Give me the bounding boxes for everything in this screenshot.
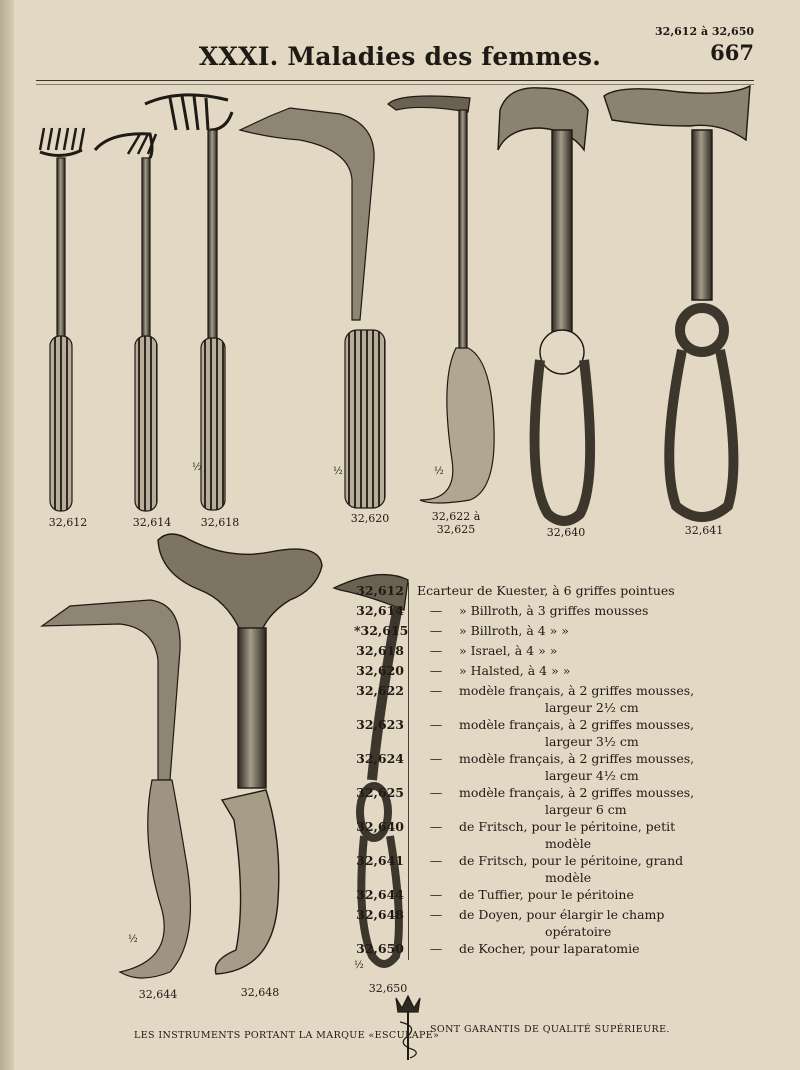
ditto-dash: — — [429, 907, 443, 922]
item-number: 32,620 — [356, 663, 404, 678]
scale-mark: ½ — [434, 466, 444, 477]
item-number: 32,612 — [356, 583, 404, 598]
item-number: 32,625 — [356, 785, 404, 800]
item-description: de Fritsch, pour le péritoine, petit — [459, 819, 676, 834]
item-description: modèle français, à 2 griffes mousses, — [459, 717, 695, 732]
retractor-32640 — [498, 88, 590, 521]
footer-right: SONT GARANTIS DE QUALITÉ SUPÉRIEURE. — [430, 1024, 670, 1035]
figure-caption: 32,622 à 32,625 — [431, 510, 481, 536]
ditto-dash: — — [429, 819, 443, 834]
retractor-32614 — [95, 134, 157, 511]
ditto-dash: — — [429, 785, 443, 800]
item-number: 32,648 — [356, 907, 404, 922]
retractor-32612 — [40, 128, 84, 511]
item-number: 32,623 — [356, 717, 404, 732]
item-description: Ecarteur de Kuester, à 6 griffes pointues — [417, 583, 675, 598]
ditto-dash: — — [429, 887, 443, 902]
scale-mark: ½ — [128, 934, 138, 945]
ditto-dash: — — [429, 683, 443, 698]
figure-caption: 32,650 — [368, 982, 408, 995]
retractor-32644 — [42, 600, 190, 978]
item-description: de Doyen, pour élargir le champ — [459, 907, 665, 922]
scale-mark: ½ — [333, 466, 343, 477]
item-description: de Tuffier, pour le péritoine — [459, 887, 634, 902]
item-number: 32,650 — [356, 941, 404, 956]
item-description-continued: largeur 4½ cm — [545, 768, 639, 783]
item-number: *32,615 — [354, 623, 409, 638]
item-number: 32,614 — [356, 603, 404, 618]
item-description: de Kocher, pour laparatomie — [459, 941, 640, 956]
item-description-continued: opératoire — [545, 924, 612, 939]
item-number: 32,644 — [356, 887, 404, 902]
item-description: » Halsted, à 4 » » — [459, 663, 571, 678]
item-number: 32,641 — [356, 853, 404, 868]
item-description: modèle français, à 2 griffes mousses, — [459, 751, 695, 766]
item-description-continued: largeur 2½ cm — [545, 700, 639, 715]
retractor-32618 — [145, 95, 232, 510]
retractor-32622 — [388, 96, 494, 503]
ditto-dash: — — [429, 603, 443, 618]
scale-mark: ½ — [354, 960, 364, 971]
item-description: » Billroth, à 3 griffes mousses — [459, 603, 649, 618]
ditto-dash: — — [429, 643, 443, 658]
ditto-dash: — — [429, 663, 443, 678]
item-description: » Billroth, à 4 » » — [459, 623, 569, 638]
esculape-trademark-icon — [396, 996, 420, 1060]
item-description-continued: largeur 3½ cm — [545, 734, 639, 749]
figure-caption: 32,614 — [132, 516, 172, 529]
retractor-32641 — [604, 86, 750, 517]
page-title: XXXI. Maladies des femmes. — [198, 42, 602, 71]
item-description: » Israel, à 4 » » — [459, 643, 558, 658]
figure-caption: 32,648 — [240, 986, 280, 999]
figure-caption: 32,618 — [200, 516, 240, 529]
retractor-32620 — [240, 108, 385, 508]
item-description-continued: largeur 6 cm — [545, 802, 627, 817]
item-description-continued: modèle — [545, 836, 592, 851]
item-number: 32,618 — [356, 643, 404, 658]
figure-caption: 32,620 — [350, 512, 390, 525]
page-number: 667 — [710, 40, 754, 65]
ditto-dash: — — [429, 853, 443, 868]
figure-caption: 32,641 — [684, 524, 724, 537]
ditto-dash: — — [429, 717, 443, 732]
item-number: 32,624 — [356, 751, 404, 766]
item-description: de Fritsch, pour le péritoine, grand — [459, 853, 684, 868]
item-number: 32,622 — [356, 683, 404, 698]
ditto-dash: — — [429, 751, 443, 766]
scale-mark: ½ — [192, 462, 202, 473]
item-number: 32,640 — [356, 819, 404, 834]
ditto-dash: — — [429, 623, 443, 638]
footer-left: LES INSTRUMENTS PORTANT LA MARQUE «ESCULAPE» — [134, 1030, 440, 1041]
figure-caption: 32,644 — [138, 988, 178, 1001]
item-description: modèle français, à 2 griffes mousses, — [459, 683, 695, 698]
figure-caption: 32,612 — [48, 516, 88, 529]
item-list — [354, 582, 769, 960]
item-range: 32,612 à 32,650 — [655, 25, 754, 38]
ditto-dash: — — [429, 941, 443, 956]
item-description: modèle français, à 2 griffes mousses, — [459, 785, 695, 800]
figure-caption: 32,640 — [546, 526, 586, 539]
item-description-continued: modèle — [545, 870, 592, 885]
